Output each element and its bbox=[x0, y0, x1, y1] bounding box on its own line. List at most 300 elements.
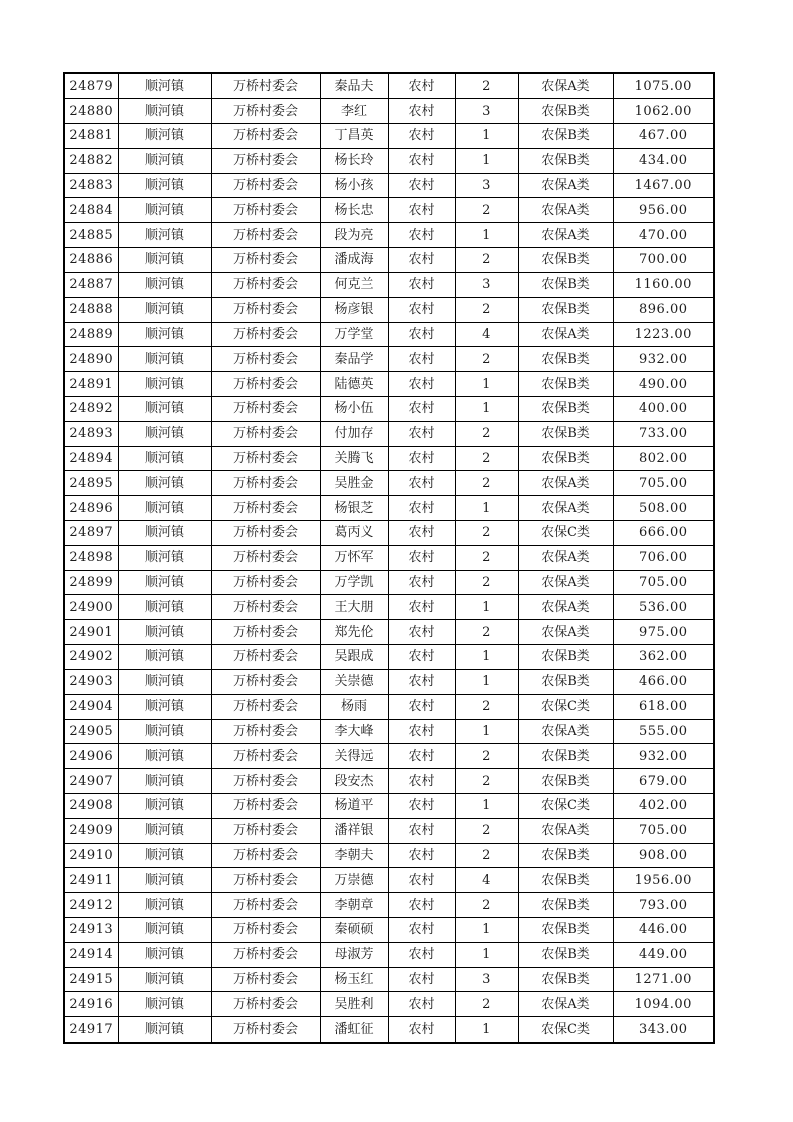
table-body bbox=[64, 73, 714, 1043]
table-row bbox=[64, 942, 714, 967]
cell-village-committee: 万桥村委会 bbox=[211, 793, 320, 818]
cell-household-type: 农村 bbox=[388, 173, 455, 198]
cell-insurance-category: 农保A类 bbox=[518, 471, 613, 496]
table-row bbox=[64, 843, 714, 868]
cell-village-committee: 万桥村委会 bbox=[211, 545, 320, 570]
cell-person-name: 王大朋 bbox=[320, 595, 388, 620]
cell-town: 顺河镇 bbox=[118, 446, 211, 471]
cell-town: 顺河镇 bbox=[118, 570, 211, 595]
table-row bbox=[64, 248, 714, 273]
cell-household-type: 农村 bbox=[388, 818, 455, 843]
table-row bbox=[64, 446, 714, 471]
cell-town: 顺河镇 bbox=[118, 868, 211, 893]
cell-town: 顺河镇 bbox=[118, 918, 211, 943]
cell-person-count: 1 bbox=[455, 669, 518, 694]
cell-household-type: 农村 bbox=[388, 645, 455, 670]
table-row bbox=[64, 421, 714, 446]
cell-person-count: 1 bbox=[455, 148, 518, 173]
table-row bbox=[64, 595, 714, 620]
cell-village-committee: 万桥村委会 bbox=[211, 992, 320, 1017]
cell-record-id: 24916 bbox=[64, 992, 118, 1017]
cell-village-committee: 万桥村委会 bbox=[211, 719, 320, 744]
cell-person-count: 2 bbox=[455, 446, 518, 471]
cell-town: 顺河镇 bbox=[118, 694, 211, 719]
cell-insurance-category: 农保A类 bbox=[518, 570, 613, 595]
cell-amount: 666.00 bbox=[613, 521, 714, 546]
table-row bbox=[64, 471, 714, 496]
cell-town: 顺河镇 bbox=[118, 719, 211, 744]
cell-household-type: 农村 bbox=[388, 446, 455, 471]
cell-household-type: 农村 bbox=[388, 942, 455, 967]
cell-household-type: 农村 bbox=[388, 868, 455, 893]
cell-record-id: 24908 bbox=[64, 793, 118, 818]
cell-town: 顺河镇 bbox=[118, 223, 211, 248]
cell-record-id: 24892 bbox=[64, 396, 118, 421]
cell-person-count: 2 bbox=[455, 421, 518, 446]
table-row bbox=[64, 620, 714, 645]
cell-person-count: 1 bbox=[455, 942, 518, 967]
table-row bbox=[64, 521, 714, 546]
table-row bbox=[64, 347, 714, 372]
cell-village-committee: 万桥村委会 bbox=[211, 372, 320, 397]
cell-person-name: 潘祥银 bbox=[320, 818, 388, 843]
cell-person-name: 万学凯 bbox=[320, 570, 388, 595]
cell-village-committee: 万桥村委会 bbox=[211, 669, 320, 694]
cell-household-type: 农村 bbox=[388, 967, 455, 992]
table-row bbox=[64, 793, 714, 818]
cell-amount: 466.00 bbox=[613, 669, 714, 694]
cell-household-type: 农村 bbox=[388, 918, 455, 943]
cell-village-committee: 万桥村委会 bbox=[211, 124, 320, 149]
cell-record-id: 24895 bbox=[64, 471, 118, 496]
cell-household-type: 农村 bbox=[388, 272, 455, 297]
cell-town: 顺河镇 bbox=[118, 1017, 211, 1043]
cell-insurance-category: 农保B类 bbox=[518, 396, 613, 421]
cell-amount: 1094.00 bbox=[613, 992, 714, 1017]
cell-household-type: 农村 bbox=[388, 297, 455, 322]
cell-village-committee: 万桥村委会 bbox=[211, 818, 320, 843]
cell-amount: 705.00 bbox=[613, 570, 714, 595]
table-row bbox=[64, 769, 714, 794]
cell-record-id: 24881 bbox=[64, 124, 118, 149]
cell-insurance-category: 农保A类 bbox=[518, 496, 613, 521]
cell-amount: 555.00 bbox=[613, 719, 714, 744]
cell-person-count: 3 bbox=[455, 272, 518, 297]
cell-town: 顺河镇 bbox=[118, 620, 211, 645]
cell-person-count: 2 bbox=[455, 818, 518, 843]
cell-person-count: 2 bbox=[455, 570, 518, 595]
cell-household-type: 农村 bbox=[388, 421, 455, 446]
cell-amount: 932.00 bbox=[613, 744, 714, 769]
table-row bbox=[64, 967, 714, 992]
cell-record-id: 24882 bbox=[64, 148, 118, 173]
cell-town: 顺河镇 bbox=[118, 173, 211, 198]
cell-person-count: 1 bbox=[455, 645, 518, 670]
cell-person-count: 1 bbox=[455, 918, 518, 943]
cell-town: 顺河镇 bbox=[118, 372, 211, 397]
cell-amount: 1956.00 bbox=[613, 868, 714, 893]
cell-person-count: 1 bbox=[455, 595, 518, 620]
cell-record-id: 24914 bbox=[64, 942, 118, 967]
cell-amount: 402.00 bbox=[613, 793, 714, 818]
cell-town: 顺河镇 bbox=[118, 99, 211, 124]
cell-record-id: 24899 bbox=[64, 570, 118, 595]
cell-record-id: 24907 bbox=[64, 769, 118, 794]
cell-person-name: 杨彦银 bbox=[320, 297, 388, 322]
table-row bbox=[64, 868, 714, 893]
cell-town: 顺河镇 bbox=[118, 843, 211, 868]
cell-person-name: 付加存 bbox=[320, 421, 388, 446]
cell-person-name: 潘虹征 bbox=[320, 1017, 388, 1043]
cell-amount: 1075.00 bbox=[613, 73, 714, 99]
cell-village-committee: 万桥村委会 bbox=[211, 73, 320, 99]
cell-village-committee: 万桥村委会 bbox=[211, 223, 320, 248]
cell-town: 顺河镇 bbox=[118, 793, 211, 818]
cell-person-name: 杨小孩 bbox=[320, 173, 388, 198]
cell-person-name: 秦硕硕 bbox=[320, 918, 388, 943]
table-row bbox=[64, 297, 714, 322]
cell-village-committee: 万桥村委会 bbox=[211, 496, 320, 521]
cell-person-name: 万学堂 bbox=[320, 322, 388, 347]
cell-village-committee: 万桥村委会 bbox=[211, 248, 320, 273]
cell-record-id: 24906 bbox=[64, 744, 118, 769]
cell-town: 顺河镇 bbox=[118, 297, 211, 322]
cell-person-name: 段安杰 bbox=[320, 769, 388, 794]
cell-amount: 733.00 bbox=[613, 421, 714, 446]
cell-town: 顺河镇 bbox=[118, 322, 211, 347]
cell-insurance-category: 农保B类 bbox=[518, 893, 613, 918]
cell-household-type: 农村 bbox=[388, 992, 455, 1017]
cell-insurance-category: 农保B类 bbox=[518, 297, 613, 322]
cell-town: 顺河镇 bbox=[118, 744, 211, 769]
cell-insurance-category: 农保B类 bbox=[518, 248, 613, 273]
cell-household-type: 农村 bbox=[388, 669, 455, 694]
cell-amount: 1160.00 bbox=[613, 272, 714, 297]
table-row bbox=[64, 124, 714, 149]
table-row bbox=[64, 496, 714, 521]
cell-town: 顺河镇 bbox=[118, 818, 211, 843]
cell-town: 顺河镇 bbox=[118, 545, 211, 570]
cell-insurance-category: 农保A类 bbox=[518, 223, 613, 248]
cell-record-id: 24912 bbox=[64, 893, 118, 918]
cell-village-committee: 万桥村委会 bbox=[211, 843, 320, 868]
cell-amount: 362.00 bbox=[613, 645, 714, 670]
cell-amount: 343.00 bbox=[613, 1017, 714, 1043]
cell-person-count: 2 bbox=[455, 198, 518, 223]
cell-person-name: 潘成海 bbox=[320, 248, 388, 273]
cell-village-committee: 万桥村委会 bbox=[211, 868, 320, 893]
cell-person-name: 杨玉红 bbox=[320, 967, 388, 992]
table-row bbox=[64, 396, 714, 421]
cell-town: 顺河镇 bbox=[118, 669, 211, 694]
cell-person-count: 1 bbox=[455, 793, 518, 818]
cell-insurance-category: 农保B类 bbox=[518, 645, 613, 670]
cell-household-type: 农村 bbox=[388, 620, 455, 645]
cell-person-count: 1 bbox=[455, 372, 518, 397]
cell-insurance-category: 农保A类 bbox=[518, 719, 613, 744]
cell-person-name: 母淑芳 bbox=[320, 942, 388, 967]
cell-household-type: 农村 bbox=[388, 372, 455, 397]
cell-town: 顺河镇 bbox=[118, 471, 211, 496]
cell-village-committee: 万桥村委会 bbox=[211, 421, 320, 446]
cell-person-count: 2 bbox=[455, 73, 518, 99]
cell-village-committee: 万桥村委会 bbox=[211, 645, 320, 670]
cell-person-count: 2 bbox=[455, 248, 518, 273]
cell-amount: 1467.00 bbox=[613, 173, 714, 198]
cell-town: 顺河镇 bbox=[118, 942, 211, 967]
cell-record-id: 24889 bbox=[64, 322, 118, 347]
cell-record-id: 24883 bbox=[64, 173, 118, 198]
cell-record-id: 24900 bbox=[64, 595, 118, 620]
cell-household-type: 农村 bbox=[388, 198, 455, 223]
cell-household-type: 农村 bbox=[388, 843, 455, 868]
cell-record-id: 24904 bbox=[64, 694, 118, 719]
cell-village-committee: 万桥村委会 bbox=[211, 570, 320, 595]
cell-amount: 706.00 bbox=[613, 545, 714, 570]
cell-record-id: 24890 bbox=[64, 347, 118, 372]
cell-person-name: 万崇德 bbox=[320, 868, 388, 893]
cell-record-id: 24910 bbox=[64, 843, 118, 868]
cell-person-name: 秦品夫 bbox=[320, 73, 388, 99]
cell-town: 顺河镇 bbox=[118, 124, 211, 149]
cell-household-type: 农村 bbox=[388, 570, 455, 595]
cell-person-name: 段为亮 bbox=[320, 223, 388, 248]
cell-insurance-category: 农保B类 bbox=[518, 918, 613, 943]
cell-insurance-category: 农保B类 bbox=[518, 99, 613, 124]
cell-insurance-category: 农保A类 bbox=[518, 173, 613, 198]
cell-person-count: 2 bbox=[455, 297, 518, 322]
table-row bbox=[64, 322, 714, 347]
table-row bbox=[64, 173, 714, 198]
cell-person-count: 2 bbox=[455, 992, 518, 1017]
cell-person-count: 2 bbox=[455, 521, 518, 546]
cell-record-id: 24887 bbox=[64, 272, 118, 297]
cell-amount: 467.00 bbox=[613, 124, 714, 149]
cell-amount: 700.00 bbox=[613, 248, 714, 273]
cell-household-type: 农村 bbox=[388, 719, 455, 744]
cell-insurance-category: 农保B类 bbox=[518, 421, 613, 446]
cell-insurance-category: 农保B类 bbox=[518, 967, 613, 992]
table-row bbox=[64, 893, 714, 918]
cell-record-id: 24909 bbox=[64, 818, 118, 843]
cell-household-type: 农村 bbox=[388, 396, 455, 421]
cell-household-type: 农村 bbox=[388, 73, 455, 99]
cell-record-id: 24886 bbox=[64, 248, 118, 273]
cell-town: 顺河镇 bbox=[118, 198, 211, 223]
cell-household-type: 农村 bbox=[388, 248, 455, 273]
cell-insurance-category: 农保C类 bbox=[518, 1017, 613, 1043]
cell-insurance-category: 农保B类 bbox=[518, 272, 613, 297]
cell-record-id: 24893 bbox=[64, 421, 118, 446]
cell-amount: 1062.00 bbox=[613, 99, 714, 124]
cell-person-name: 李朝夫 bbox=[320, 843, 388, 868]
cell-village-committee: 万桥村委会 bbox=[211, 694, 320, 719]
cell-insurance-category: 农保C类 bbox=[518, 521, 613, 546]
cell-record-id: 24891 bbox=[64, 372, 118, 397]
table-row bbox=[64, 1017, 714, 1043]
cell-household-type: 农村 bbox=[388, 769, 455, 794]
cell-village-committee: 万桥村委会 bbox=[211, 893, 320, 918]
cell-village-committee: 万桥村委会 bbox=[211, 148, 320, 173]
cell-household-type: 农村 bbox=[388, 521, 455, 546]
cell-town: 顺河镇 bbox=[118, 521, 211, 546]
cell-village-committee: 万桥村委会 bbox=[211, 446, 320, 471]
cell-town: 顺河镇 bbox=[118, 73, 211, 99]
cell-town: 顺河镇 bbox=[118, 396, 211, 421]
cell-record-id: 24915 bbox=[64, 967, 118, 992]
cell-insurance-category: 农保B类 bbox=[518, 843, 613, 868]
cell-village-committee: 万桥村委会 bbox=[211, 297, 320, 322]
cell-town: 顺河镇 bbox=[118, 967, 211, 992]
cell-person-name: 秦品学 bbox=[320, 347, 388, 372]
cell-record-id: 24902 bbox=[64, 645, 118, 670]
cell-record-id: 24880 bbox=[64, 99, 118, 124]
cell-town: 顺河镇 bbox=[118, 769, 211, 794]
cell-record-id: 24884 bbox=[64, 198, 118, 223]
cell-insurance-category: 农保B类 bbox=[518, 372, 613, 397]
cell-record-id: 24903 bbox=[64, 669, 118, 694]
cell-amount: 618.00 bbox=[613, 694, 714, 719]
cell-amount: 956.00 bbox=[613, 198, 714, 223]
cell-town: 顺河镇 bbox=[118, 347, 211, 372]
cell-person-name: 何克兰 bbox=[320, 272, 388, 297]
cell-record-id: 24894 bbox=[64, 446, 118, 471]
cell-insurance-category: 农保A类 bbox=[518, 73, 613, 99]
table-row bbox=[64, 918, 714, 943]
cell-person-count: 2 bbox=[455, 694, 518, 719]
cell-amount: 434.00 bbox=[613, 148, 714, 173]
cell-person-name: 李大峰 bbox=[320, 719, 388, 744]
cell-person-name: 杨小伍 bbox=[320, 396, 388, 421]
table-row bbox=[64, 148, 714, 173]
records-table bbox=[63, 72, 715, 1044]
cell-insurance-category: 农保A类 bbox=[518, 198, 613, 223]
table-row bbox=[64, 992, 714, 1017]
cell-person-count: 1 bbox=[455, 719, 518, 744]
cell-amount: 932.00 bbox=[613, 347, 714, 372]
cell-insurance-category: 农保B类 bbox=[518, 769, 613, 794]
cell-village-committee: 万桥村委会 bbox=[211, 322, 320, 347]
cell-person-name: 杨长玲 bbox=[320, 148, 388, 173]
cell-household-type: 农村 bbox=[388, 347, 455, 372]
cell-village-committee: 万桥村委会 bbox=[211, 198, 320, 223]
cell-person-count: 2 bbox=[455, 893, 518, 918]
cell-town: 顺河镇 bbox=[118, 496, 211, 521]
cell-person-count: 4 bbox=[455, 868, 518, 893]
cell-person-count: 3 bbox=[455, 173, 518, 198]
cell-household-type: 农村 bbox=[388, 496, 455, 521]
cell-town: 顺河镇 bbox=[118, 893, 211, 918]
cell-village-committee: 万桥村委会 bbox=[211, 918, 320, 943]
cell-insurance-category: 农保C类 bbox=[518, 793, 613, 818]
cell-village-committee: 万桥村委会 bbox=[211, 967, 320, 992]
cell-household-type: 农村 bbox=[388, 223, 455, 248]
cell-amount: 705.00 bbox=[613, 471, 714, 496]
cell-person-name: 葛丙义 bbox=[320, 521, 388, 546]
cell-insurance-category: 农保B类 bbox=[518, 148, 613, 173]
cell-amount: 908.00 bbox=[613, 843, 714, 868]
cell-amount: 536.00 bbox=[613, 595, 714, 620]
cell-village-committee: 万桥村委会 bbox=[211, 942, 320, 967]
cell-household-type: 农村 bbox=[388, 148, 455, 173]
cell-person-count: 2 bbox=[455, 347, 518, 372]
cell-person-count: 1 bbox=[455, 396, 518, 421]
cell-person-count: 2 bbox=[455, 744, 518, 769]
cell-town: 顺河镇 bbox=[118, 272, 211, 297]
cell-record-id: 24905 bbox=[64, 719, 118, 744]
cell-insurance-category: 农保A类 bbox=[518, 818, 613, 843]
cell-person-name: 吴跟成 bbox=[320, 645, 388, 670]
table-row bbox=[64, 694, 714, 719]
cell-person-name: 关腾飞 bbox=[320, 446, 388, 471]
cell-town: 顺河镇 bbox=[118, 148, 211, 173]
cell-person-count: 1 bbox=[455, 496, 518, 521]
cell-person-count: 1 bbox=[455, 223, 518, 248]
table-row bbox=[64, 818, 714, 843]
cell-town: 顺河镇 bbox=[118, 248, 211, 273]
cell-amount: 490.00 bbox=[613, 372, 714, 397]
cell-amount: 802.00 bbox=[613, 446, 714, 471]
cell-person-name: 李红 bbox=[320, 99, 388, 124]
cell-record-id: 24897 bbox=[64, 521, 118, 546]
cell-household-type: 农村 bbox=[388, 99, 455, 124]
table-row bbox=[64, 372, 714, 397]
cell-amount: 470.00 bbox=[613, 223, 714, 248]
cell-record-id: 24896 bbox=[64, 496, 118, 521]
cell-person-name: 吴胜金 bbox=[320, 471, 388, 496]
cell-town: 顺河镇 bbox=[118, 421, 211, 446]
cell-person-name: 吴胜利 bbox=[320, 992, 388, 1017]
cell-person-count: 1 bbox=[455, 1017, 518, 1043]
cell-person-name: 关崇德 bbox=[320, 669, 388, 694]
cell-amount: 1223.00 bbox=[613, 322, 714, 347]
cell-amount: 679.00 bbox=[613, 769, 714, 794]
table-row bbox=[64, 198, 714, 223]
cell-record-id: 24913 bbox=[64, 918, 118, 943]
cell-village-committee: 万桥村委会 bbox=[211, 1017, 320, 1043]
cell-record-id: 24901 bbox=[64, 620, 118, 645]
cell-village-committee: 万桥村委会 bbox=[211, 595, 320, 620]
cell-person-name: 杨银芝 bbox=[320, 496, 388, 521]
cell-amount: 508.00 bbox=[613, 496, 714, 521]
table-row bbox=[64, 545, 714, 570]
cell-amount: 400.00 bbox=[613, 396, 714, 421]
table-row bbox=[64, 669, 714, 694]
cell-person-name: 杨长忠 bbox=[320, 198, 388, 223]
cell-household-type: 农村 bbox=[388, 595, 455, 620]
cell-record-id: 24888 bbox=[64, 297, 118, 322]
cell-village-committee: 万桥村委会 bbox=[211, 99, 320, 124]
cell-village-committee: 万桥村委会 bbox=[211, 769, 320, 794]
cell-household-type: 农村 bbox=[388, 744, 455, 769]
cell-town: 顺河镇 bbox=[118, 645, 211, 670]
cell-amount: 975.00 bbox=[613, 620, 714, 645]
cell-insurance-category: 农保A类 bbox=[518, 322, 613, 347]
cell-insurance-category: 农保B类 bbox=[518, 446, 613, 471]
cell-household-type: 农村 bbox=[388, 694, 455, 719]
cell-record-id: 24898 bbox=[64, 545, 118, 570]
cell-town: 顺河镇 bbox=[118, 595, 211, 620]
cell-record-id: 24879 bbox=[64, 73, 118, 99]
cell-amount: 705.00 bbox=[613, 818, 714, 843]
cell-person-count: 2 bbox=[455, 843, 518, 868]
cell-household-type: 农村 bbox=[388, 793, 455, 818]
cell-record-id: 24885 bbox=[64, 223, 118, 248]
cell-village-committee: 万桥村委会 bbox=[211, 272, 320, 297]
cell-insurance-category: 农保A类 bbox=[518, 992, 613, 1017]
table-row bbox=[64, 272, 714, 297]
table-row bbox=[64, 744, 714, 769]
